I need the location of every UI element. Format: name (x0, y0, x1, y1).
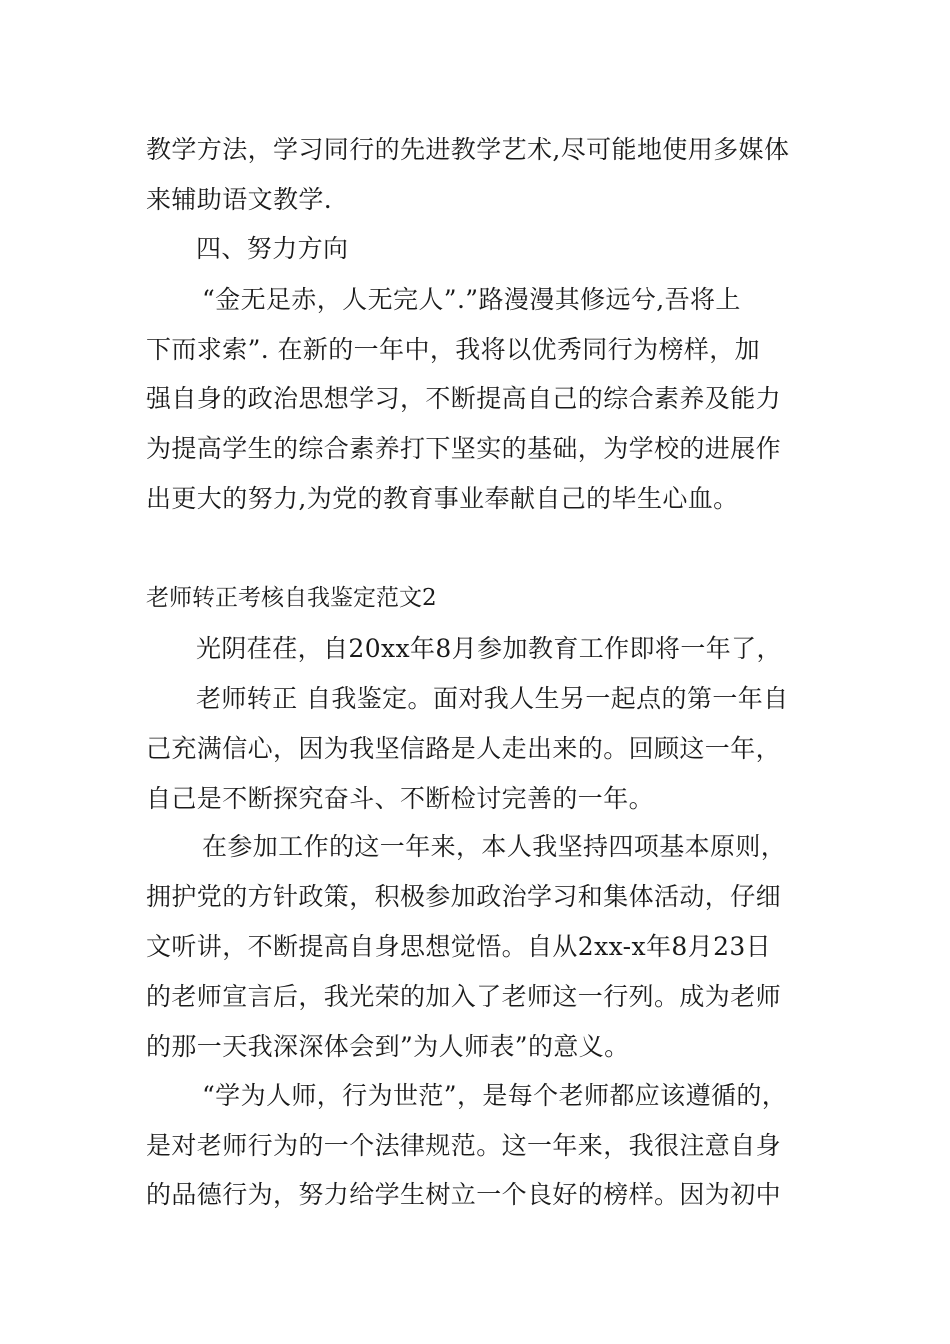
text-line: 文听讲，不断提高自身思想觉悟。自从2xx-x年8月23日 (146, 932, 772, 961)
text-line: “学为人师，行为世范”，是每个老师都应该遵循的， (202, 1081, 788, 1110)
text-line: 强自身的政治思想学习，不断提高自己的综合素养及能力 (146, 384, 782, 413)
text-line: 己充满信心，因为我坚信路是人走出来的。回顾这一年， (146, 734, 782, 763)
text-line: 为提高学生的综合素养打下坚实的基础，为学校的进展作 (146, 434, 782, 463)
text-line: 出更大的努力,为党的教育事业奉献自己的毕生心血。 (146, 484, 739, 513)
text-line: 老师转正 自我鉴定。面对我人生另一起点的第一年自 (196, 684, 789, 713)
text-line: 的品德行为，努力给学生树立一个良好的榜样。因为初中 (146, 1180, 782, 1209)
text-line: 教学方法，学习同行的先进教学艺术,尽可能地使用多媒体 (146, 135, 790, 164)
text-line: 的那一天我深深体会到”为人师表”的意义。 (146, 1032, 630, 1061)
text-line: 在参加工作的这一年来，本人我坚持四项基本原则， (202, 832, 787, 861)
text-line: 自己是不断探究奋斗、不断检讨完善的一年。 (146, 784, 655, 813)
text-line: 拥护党的方针政策，积极参加政治学习和集体活动，仔细 (146, 882, 782, 911)
text-line: 的老师宣言后，我光荣的加入了老师这一行列。成为老师 (146, 982, 782, 1011)
text-line: 是对老师行为的一个法律规范。这一年来，我很注意自身 (146, 1131, 782, 1160)
text-line: 下而求索”. 在新的一年中，我将以优秀同行为榜样，加 (146, 335, 761, 364)
text-line: 光阴荏荏，自20xx年8月参加教育工作即将一年了， (196, 634, 782, 663)
document-title: 老师转正考核自我鉴定范文2 (146, 585, 437, 611)
section-heading: 四、努力方向 (196, 234, 349, 263)
text-line: “金无足赤，人无完人”.”路漫漫其修远兮,吾将上 (202, 285, 741, 314)
text-line: 来辅助语文教学. (146, 185, 333, 214)
